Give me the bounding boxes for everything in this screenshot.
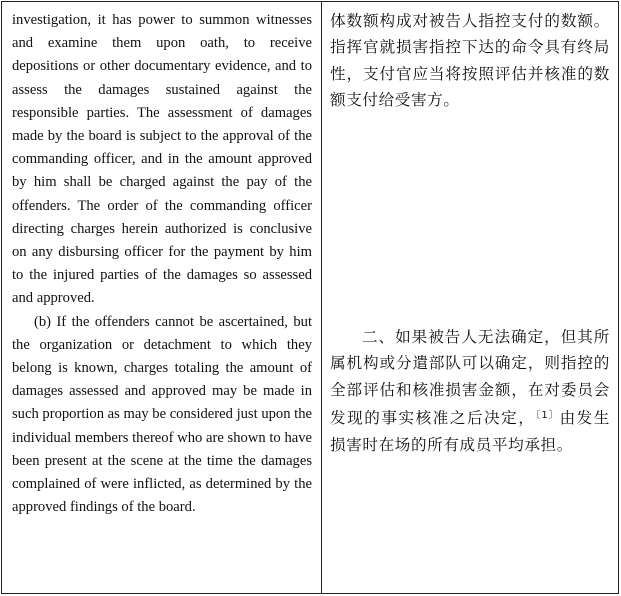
column-divider bbox=[321, 2, 322, 593]
chinese-paragraph bbox=[330, 324, 610, 458]
footnote-marker: 〔1〕 bbox=[535, 410, 560, 422]
chinese-text: 由发生损害时在场的所有成员平均承担。 bbox=[330, 409, 610, 454]
english-column bbox=[12, 9, 312, 519]
chinese-column-top bbox=[330, 8, 610, 114]
chinese-column-bottom bbox=[330, 324, 610, 458]
chinese-text: 二、如果被告人无法确定，但其所属机构或分遣部队可以确定，则指控的全部评估和核准损害金额，在对委员会发现的事实核准之后决定， bbox=[330, 328, 610, 428]
chinese-paragraph: 体数额构成对被告人指控支付的数额。指挥官就损害指控下达的命令具有终局性，支付官应当将按照评估并核准的数额支付给受害方。 bbox=[330, 12, 610, 110]
english-paragraph: (b) If the offenders cannot be ascertained, but the organization or detachment to which they belong is known, charges totaling the amount of damages assessed and approved may be made in such proportion as may be considered just upon the individual members thereof who are shown to have been present at the scene at the time the damages complained of were inflicted, as determined by the approved findings of the board. bbox=[12, 313, 312, 516]
english-paragraph: investigation, it has power to summon witnesses and examine them upon oath, to receive depositions or other documentary evidence, and to assess the damages sustained against the responsible parties. The assessment of damages made by the board is subject to the approval of the commanding officer, and in the amount approved by him shall be charged against the pay of the offenders. The order of the commanding officer directing charges herein authorized is conclusive on any disbursing officer for the payment by him to the injured parties of the damages so assessed and approved. bbox=[12, 12, 312, 307]
bilingual-table bbox=[1, 1, 619, 594]
